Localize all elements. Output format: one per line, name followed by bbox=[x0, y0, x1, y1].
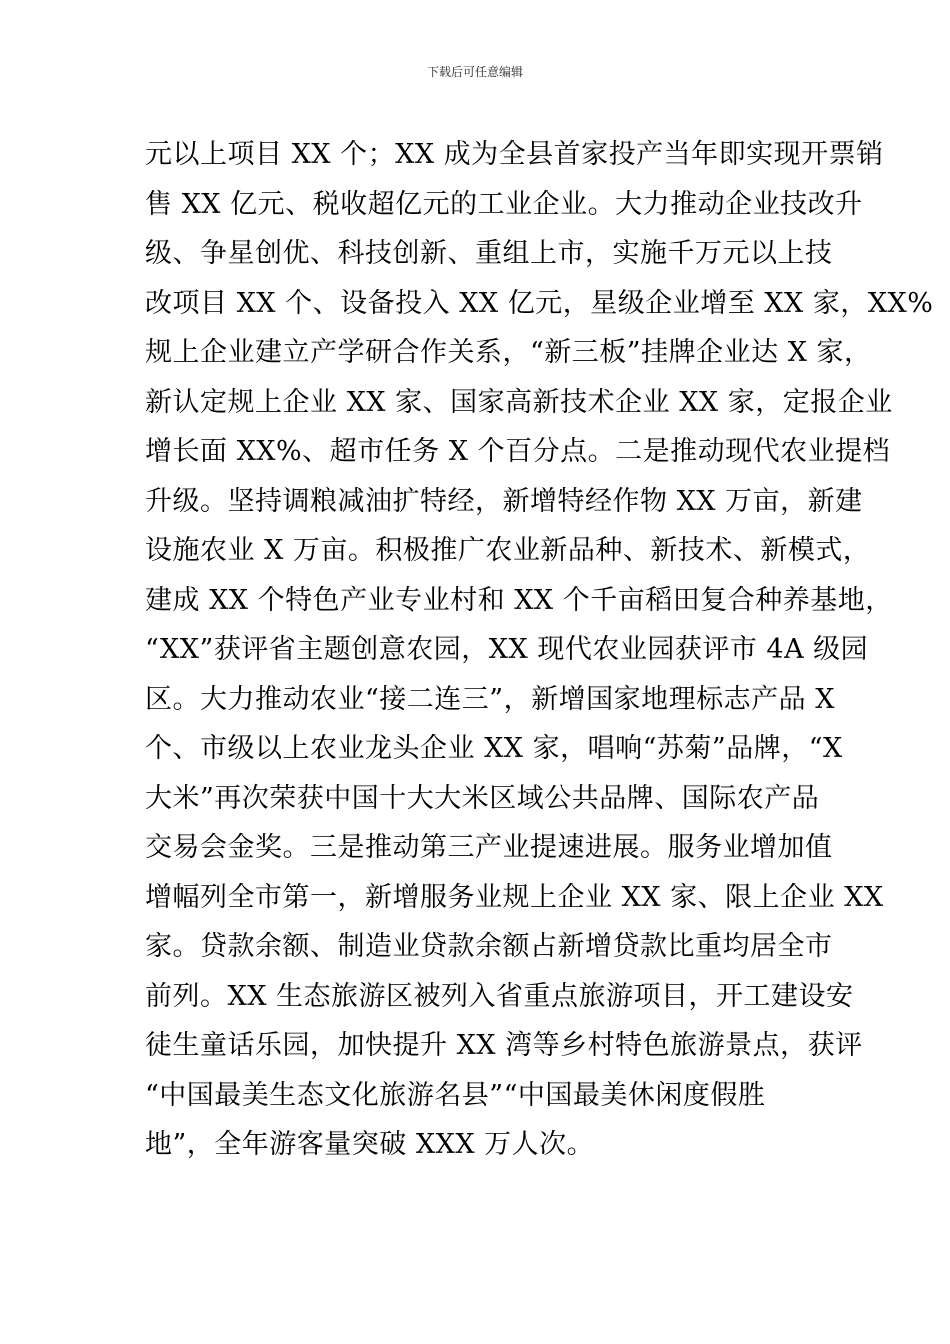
text-line: 升级。坚持调粮减油扩特经，新增特经作物 XX 万亩，新建 bbox=[145, 485, 863, 517]
body-paragraph bbox=[145, 130, 934, 1170]
text-line: 级、争星创优、科技创新、重组上市，实施千万元以上技 bbox=[145, 238, 833, 269]
text-line: 元以上项目 XX 个；XX 成为全县首家投产当年即实现开票销 bbox=[145, 139, 884, 170]
text-line: 新认定规上企业 XX 家、国家高新技术企业 XX 家，定报企业 bbox=[145, 386, 893, 418]
text-line: 售 XX 亿元、税收超亿元的工业企业。大力推动企业技改升 bbox=[145, 188, 863, 220]
text-line: “中国最美生态文化旅游名县”“中国最美休闲度假胜 bbox=[145, 1079, 766, 1111]
text-line: “XX”获评省主题创意农园，XX 现代农业园获评市 4A 级园 bbox=[145, 634, 869, 665]
page-header-note: 下载后可任意编辑 bbox=[426, 65, 523, 79]
text-line: 区。大力推动农业“接二连三”，新增国家地理标志产品 X bbox=[145, 683, 835, 715]
text-line: 建成 XX 个特色产业专业村和 XX 个千亩稻田复合种养基地， bbox=[145, 584, 893, 616]
text-line: 设施农业 X 万亩。积极推广农业新品种、新技术、新模式， bbox=[145, 535, 871, 566]
text-line: 地”，全年游客量突破 XXX 万人次。 bbox=[145, 1129, 595, 1160]
text-line: 改项目 XX 个、设备投入 XX 亿元，星级企业增至 XX 家，XX% bbox=[145, 287, 934, 319]
text-line: 增幅列全市第一，新增服务业规上企业 XX 家、限上企业 XX bbox=[145, 881, 884, 913]
text-line: 大米”再次荣获中国十大大米区域公共品牌、国际农产品 bbox=[145, 782, 820, 814]
text-line: 交易会金奖。三是推动第三产业提速进展。服务业增加值 bbox=[145, 832, 833, 863]
text-line: 前列。XX 生态旅游区被列入省重点旅游项目，开工建设安 bbox=[145, 980, 854, 1012]
text-line: 徒生童话乐园，加快提升 XX 湾等乡村特色旅游景点，获评 bbox=[145, 1030, 863, 1061]
text-line: 个、市级以上农业龙头企业 XX 家，唱响“苏菊”品牌，“X bbox=[145, 733, 843, 764]
text-line: 增长面 XX%、超市任务 X 个百分点。二是推动现代农业提档 bbox=[145, 436, 891, 467]
text-line: 家。贷款余额、制造业贷款余额占新增贷款比重均居全市 bbox=[145, 931, 833, 962]
text-line: 规上企业建立产学研合作关系，“新三板”挂牌企业达 X 家， bbox=[145, 337, 872, 368]
